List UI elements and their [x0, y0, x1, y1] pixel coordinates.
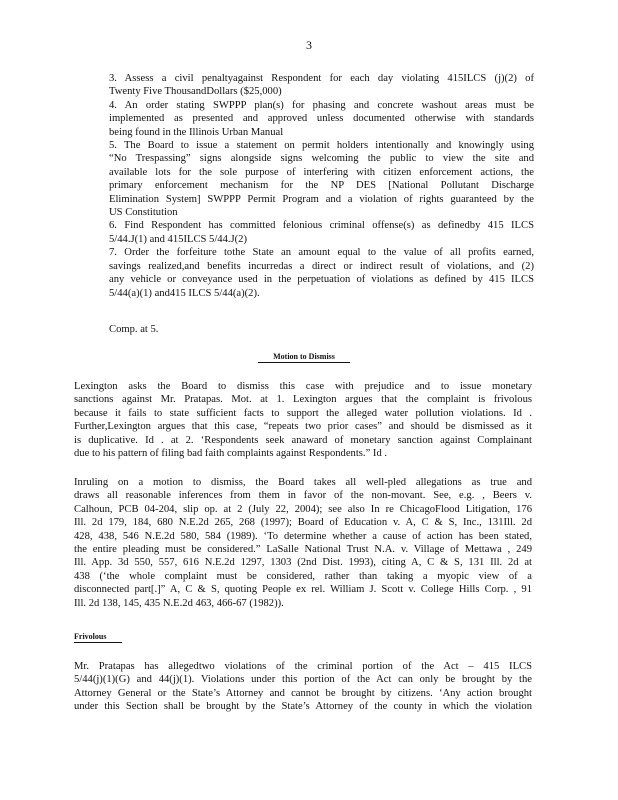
relief-list-line: savings realized,and benefits incurredas a direct or indirect result of violations, and (2) — [109, 260, 534, 272]
paragraph-motion — [74, 380, 532, 460]
paragraph-line: because it fails to state sufficient facts to support the alleged water pollution violations. Id . — [74, 407, 532, 419]
paragraph-line: is duplicative. Id . at 2. ‘Respondents seek anaward of monetary sanction against Complainant — [74, 434, 532, 446]
paragraph-line: Mr. Pratapas has allegedtwo violations of the criminal portion of the Act – 415 ILCS — [74, 661, 532, 672]
motion-to-dismiss-heading: Motion to Dismiss — [258, 352, 350, 363]
paragraph-line: Calhoun, PCB 04-204, slip op. at 2 (July 22, 2004); see also In re ChicagoFlood Litigation, 176 — [74, 503, 532, 515]
relief-list-line: 7. Order the forfeiture tothe State an amount equal to the value of all profits earned, — [109, 247, 534, 259]
paragraph-line: sanctions against Mr. Pratapas. Mot. at 1. Lexington argues that the complaint is frivolous — [74, 394, 532, 406]
paragraph-line: 428, 438, 546 N.E.2d 580, 584 (1989). ‘To determine whether a cause of action has been stated, — [74, 530, 532, 542]
paragraph-line: Ill. 2d 138, 145, 435 N.E.2d 463, 466-67 (1982)). — [74, 597, 284, 609]
frivolous-heading: Frivolous — [74, 632, 122, 643]
paragraph-line: Lexington asks the Board to dismiss this case with prejudice and to issue monetary — [74, 381, 532, 392]
paragraph-line: due to his pattern of filing bad faith complaints against Respondents.” Id . — [74, 448, 388, 460]
paragraph-line: Further,Lexington argues that this case, “repeats two prior cases” and should be dismissed as it — [74, 421, 532, 433]
relief-list-line: 5/44.J(1) and 415ILCS 5/44.J(2) — [109, 233, 248, 245]
relief-list-line: being found in the Illinois Urban Manual — [109, 126, 284, 138]
relief-list-line: any vehicle or conveyance used in the perpetuation of violations as defined by 415 ILCS — [109, 274, 534, 286]
relief-list-line: Twenty Five ThousandDollars ($25,000) — [109, 86, 282, 98]
paragraph-line: Ill. 2d 179, 184, 680 N.E.2d 265, 268 (1997); Board of Education v. A, C & S, Inc., 131Ill. 2d — [74, 517, 532, 529]
relief-list — [109, 72, 534, 300]
paragraph-line: 5/44(j)(1)(G) and 44(j)(1). Violations under this portion of the Act can only be brought by the — [74, 674, 532, 686]
relief-list-line: 4. An order stating SWPPP plan(s) for phasing and concrete washout areas must be — [109, 99, 534, 111]
relief-list-line: 5. The Board to issue a statement on permit holders intentionally and knowingly using — [109, 140, 534, 152]
relief-list-line: US Constitution — [109, 207, 178, 219]
paragraph-line: Attorney General or the State’s Attorney and cannot be brought by citizens. ‘Any action brought — [74, 687, 532, 699]
paragraph-frivolous — [74, 660, 532, 714]
relief-list-line: 3. Assess a civil penaltyagainst Respondent for each day violating 415ILCS (j)(2) of — [109, 73, 534, 84]
relief-list-line: implemented as presented and approved unless documented otherwise with standards — [109, 113, 534, 125]
paragraph-line: Inruling on a motion to dismiss, the Board takes all well-pled allegations as true and — [74, 477, 532, 488]
relief-list-line: 6. Find Respondent has committed felonious criminal offense(s) as definedby 415 ILCS — [109, 220, 534, 232]
paragraph-line: 438 (‘the whole complaint must be considered, rather than taking a myopic view of a — [74, 570, 532, 582]
relief-list-line: primary enforcement mechanism for the NP DES [National Pollutant Discharge — [109, 180, 534, 192]
relief-list-line: 5/44(a)(1) and415 ILCS 5/44(a)(2). — [109, 287, 260, 299]
complaint-citation: Comp. at 5. — [109, 324, 159, 335]
relief-list-line: Elimination System] SWPPP Permit Program and a violation of rights guaranteed by the — [109, 193, 534, 205]
paragraph-standard — [74, 476, 532, 610]
relief-list-line: “No Trespassing” signs alongside signs welcoming the public to view the site and — [109, 153, 534, 165]
paragraph-line: Ill. App. 3d 550, 557, 616 N.E.2d 1297, 1303 (2nd Dist. 1993), citing A, C & S, 131 Ill. 2d at — [74, 557, 532, 569]
paragraph-line: the entire pleading must be considered.” LaSalle National Trust N.A. v. Village of Mettawa , 249 — [74, 544, 532, 556]
paragraph-line: draws all reasonable inferences from them in favor of the non-movant. See, e.g. , Beers v. — [74, 490, 532, 502]
page-number: 3 — [306, 38, 312, 52]
relief-list-line: available lots for the sole purpose of interfering with citizen enforcement actions, the — [109, 166, 534, 178]
paragraph-line: disconnected part[.]” A, C & S, quoting People ex rel. William J. Scott v. College Hills Corp. , 91 — [74, 584, 532, 596]
paragraph-line: under this Section shall be brought by the State’s Attorney of the county in which the violation — [74, 701, 532, 713]
